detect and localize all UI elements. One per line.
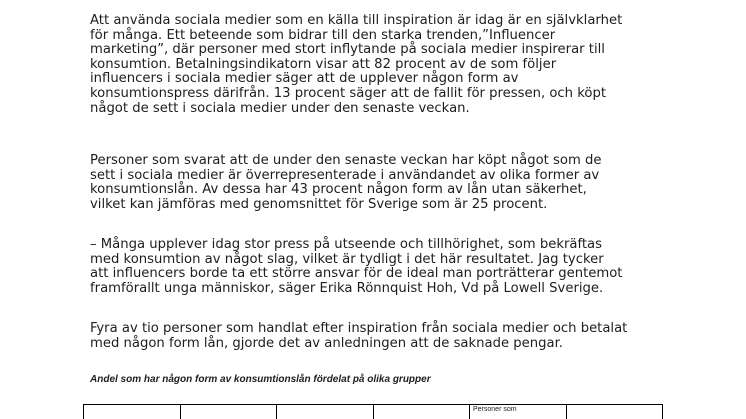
- table-header-row: [84, 405, 663, 419]
- paragraph-influencer-marketing: Att använda sociala medier som en källa till inspiration är idag är en självklarhet för många. Ett beteende som bidrar till den starka trenden,”Influencer marketing”, där personer med stort inflytande på sociala medier inspirerar till konsumtion. Betalningsindikatorn visar att 82 procent av de som följer influencers i sociala medier säger att de upplever någon form av konsumtionspress därifrån. 13 procent säger att de fallit för pressen, och köpt något de sett i sociala medier under den senaste veckan.: [90, 13, 623, 116]
- table-header-cell: [180, 405, 277, 419]
- paragraph-lack-of-money: Fyra av tio personer som handlat efter inspiration från sociala medier och betalat med någon form lån, gjorde det av anledningen att de saknade pengar.: [90, 321, 628, 351]
- data-table: [83, 404, 663, 419]
- table-caption: Andel som har någon form av konsumtionslån fördelat på olika grupper: [90, 374, 431, 385]
- table-header-cell: [84, 405, 181, 419]
- table-header-cell: [566, 405, 663, 419]
- table-header-cell: [373, 405, 470, 419]
- table-header-cell: [277, 405, 374, 419]
- paragraph-consumer-loans: Personer som svarat att de under den senaste veckan har köpt något som de sett i sociala medier är överrepresenterade i användandet av olika former av konsumtionslån. Av dessa har 43 procent någon form av lån utan säkerhet, vilket kan jämföras med genomsnittet för Sverige som är 25 procent.: [90, 153, 602, 212]
- paragraph-quote: – Många upplever idag stor press på utseende och tillhörighet, som bekräftas med konsumtion av något slag, vilket är tydligt i det här resultatet. Jag tycker att influencers borde ta ett större ansvar för de ideal man porträtterar gentemot framförallt unga människor, säger Erika Rönnquist Hoh, Vd på Lowell Sverige.: [90, 237, 623, 296]
- table-header-cell: Personer som: [470, 405, 567, 419]
